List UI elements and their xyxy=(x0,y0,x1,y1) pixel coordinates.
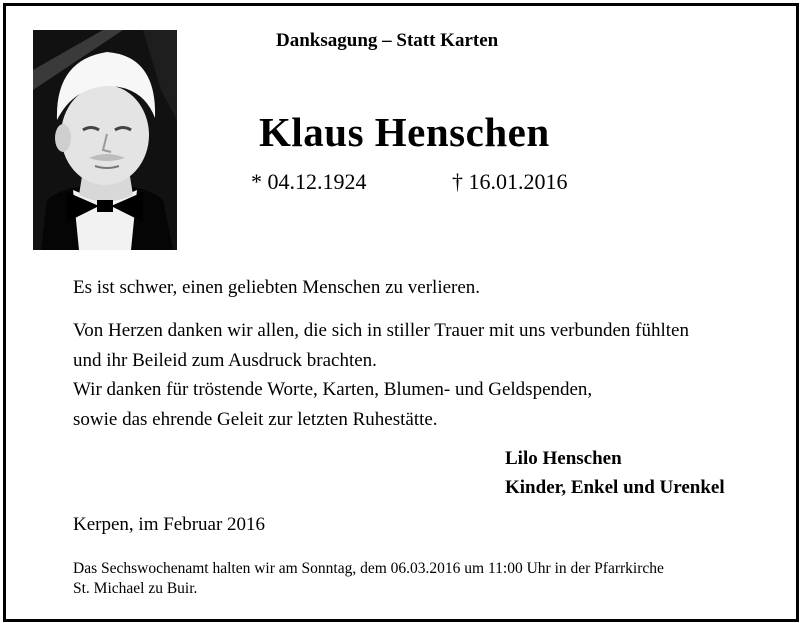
portrait-image xyxy=(33,30,177,250)
portrait-photo xyxy=(33,30,177,250)
service-note-line: Das Sechswochenamt halten wir am Sonntag, dem 06.03.2016 um 11:00 Uhr in der Pfarrkirche xyxy=(73,560,664,577)
intro-text: Es ist schwer, einen geliebten Menschen zu verlieren. xyxy=(73,277,481,298)
signature-line: Kinder, Enkel und Urenkel xyxy=(505,477,725,498)
birth-date: * 04.12.1924 xyxy=(251,169,367,194)
notice-heading: Danksagung – Statt Karten xyxy=(276,30,499,51)
deceased-name: Klaus Henschen xyxy=(259,109,550,155)
signature-line: Lilo Henschen xyxy=(505,448,622,469)
place-date: Kerpen, im Februar 2016 xyxy=(73,514,266,535)
body-line: sowie das ehrende Geleit zur letzten Ruhestätte. xyxy=(73,409,438,430)
body-line: und ihr Beileid zum Ausdruck brachten. xyxy=(73,350,377,371)
obituary-notice xyxy=(3,3,799,622)
service-note-line: St. Michael zu Buir. xyxy=(73,580,198,597)
body-line: Wir danken für tröstende Worte, Karten, Blumen- und Geldspenden, xyxy=(73,379,593,400)
body-line: Von Herzen danken wir allen, die sich in stiller Trauer mit uns verbunden fühlten xyxy=(73,320,689,341)
death-date: † 16.01.2016 xyxy=(452,169,568,194)
